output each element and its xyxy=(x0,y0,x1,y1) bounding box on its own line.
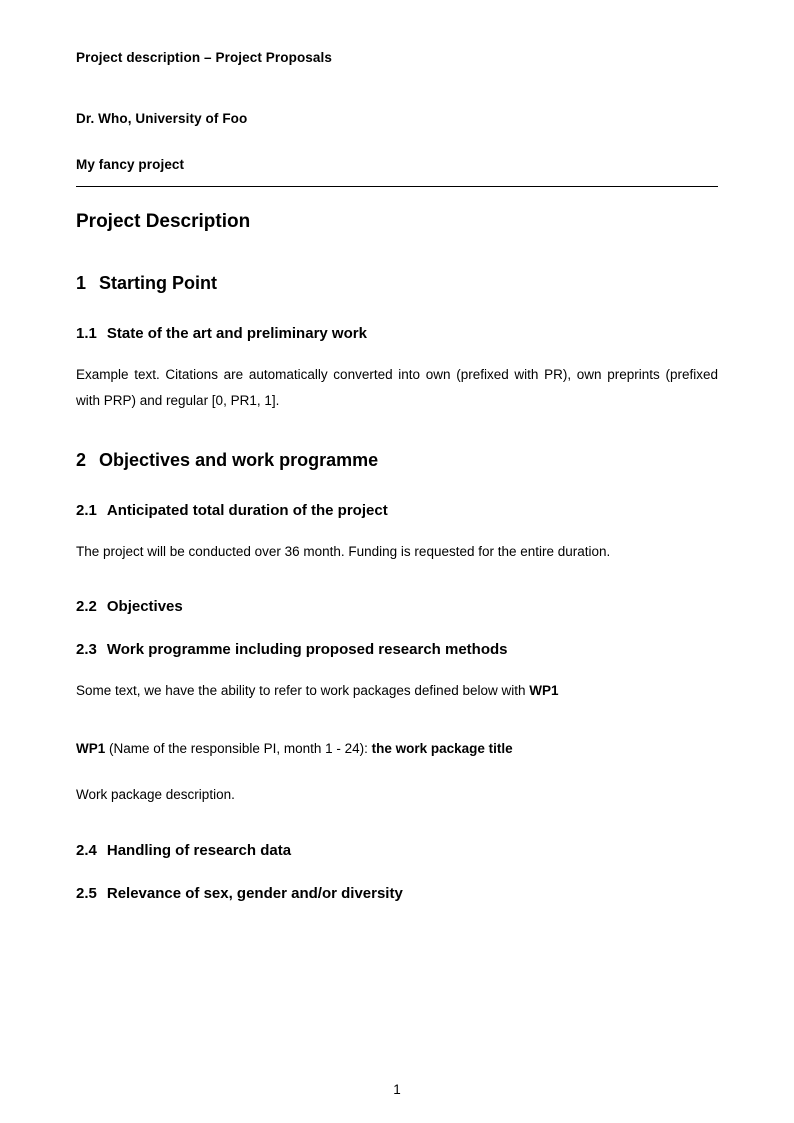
section-number: 1 xyxy=(76,273,87,293)
work-package-meta: (Name of the responsible PI, month 1 - 24): xyxy=(105,741,372,756)
section-heading-2 xyxy=(76,450,718,471)
subsection-number: 2.1 xyxy=(76,502,97,519)
subsection-title: State of the art and preliminary work xyxy=(106,325,367,342)
section-title: Starting Point xyxy=(99,273,218,293)
subsection-title: Relevance of sex, gender and/or diversity xyxy=(106,885,403,902)
work-package-id: WP1 xyxy=(76,741,106,756)
section-number: 2 xyxy=(76,450,87,470)
subsection-heading-2-5 xyxy=(76,885,718,902)
page-number: 1 xyxy=(393,1082,401,1097)
doc-kind-header: Project description – Project Proposals xyxy=(76,50,332,65)
work-package-heading xyxy=(76,736,718,762)
subsection-number: 2.4 xyxy=(76,842,97,859)
subsection-title: Handling of research data xyxy=(106,842,292,859)
doc-title: Project Description xyxy=(76,211,251,232)
subsection-title: Objectives xyxy=(106,598,183,615)
subsection-number: 2.3 xyxy=(76,641,97,658)
work-programme-intro-text: Some text, we have the ability to refer to work packages defined below with xyxy=(76,683,530,698)
paragraph-work-programme xyxy=(76,678,718,704)
author-line: Dr. Who, University of Foo xyxy=(76,111,248,126)
subsection-heading-2-1 xyxy=(76,502,718,519)
project-title-line: My fancy project xyxy=(76,157,185,172)
subsection-heading-2-4 xyxy=(76,842,718,859)
header-divider xyxy=(76,186,718,187)
section-heading-1 xyxy=(76,273,718,294)
work-package-title: the work package title xyxy=(371,741,513,756)
subsection-heading-2-3 xyxy=(76,641,718,658)
work-package-reference: WP1 xyxy=(529,683,559,698)
subsection-heading-1-1 xyxy=(76,325,718,342)
subsection-title: Work programme including proposed research methods xyxy=(106,641,508,658)
subsection-number: 2.5 xyxy=(76,885,97,902)
section-title: Objectives and work programme xyxy=(99,450,379,470)
subsection-number: 2.2 xyxy=(76,598,97,615)
subsection-number: 1.1 xyxy=(76,325,97,342)
subsection-heading-2-2 xyxy=(76,598,718,615)
paragraph-duration: The project will be conducted over 36 month. Funding is requested for the entire duration. xyxy=(76,544,611,559)
subsection-title: Anticipated total duration of the project xyxy=(106,502,388,519)
paragraph-state-of-art: Example text. Citations are automatically converted into own (prefixed with PR), own preprints (prefixed with PRP) and regular [0, PR1, 1]. xyxy=(76,367,718,408)
work-package-description: Work package description. xyxy=(76,787,235,802)
